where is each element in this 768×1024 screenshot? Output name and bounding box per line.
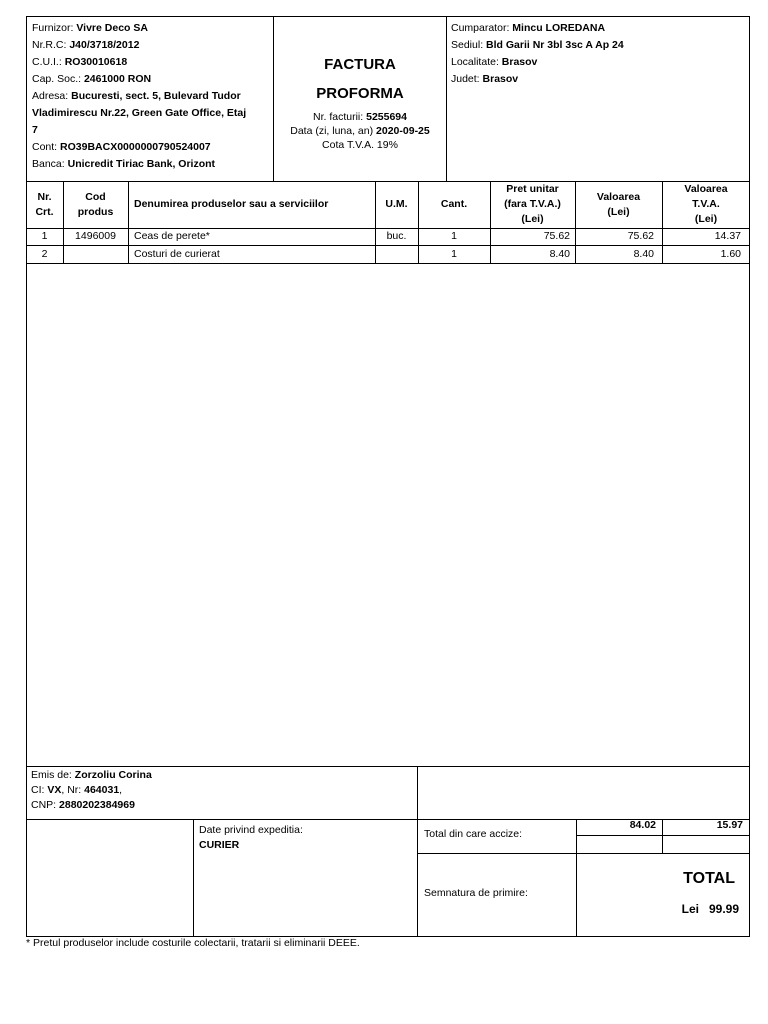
- row-cant: 1: [451, 230, 457, 242]
- row-um: [375, 246, 418, 263]
- buyer-county: Brasov: [482, 73, 519, 85]
- invoice-date: 2020-09-25: [376, 125, 430, 137]
- vat-rate: Cota T.V.A. 19%: [322, 139, 398, 151]
- invoice-title: FACTURA PROFORMA: [316, 56, 404, 102]
- row-um: buc.: [386, 230, 407, 242]
- header-tva: Valoarea T.V.A. (Lei): [684, 183, 728, 225]
- footer-divider: [576, 819, 577, 937]
- expedition-method: CURIER: [199, 839, 240, 851]
- footer-divider: [417, 853, 750, 854]
- buyer-city: Brasov: [501, 56, 538, 68]
- header-cant: Cant.: [440, 198, 468, 210]
- total-tva: 15.97: [716, 819, 743, 831]
- footer-divider: [576, 835, 750, 836]
- footer-divider: [193, 819, 194, 937]
- supplier-cui: RO30010618: [64, 56, 128, 68]
- total-valoare: 84.02: [629, 819, 656, 831]
- items-table: [26, 181, 750, 767]
- row-nr: 2: [41, 248, 48, 260]
- row-denumire: Ceas de perete*: [134, 230, 210, 242]
- grand-total-label: TOTAL: [683, 870, 735, 887]
- supplier-capital: 2461000 RON: [83, 73, 152, 85]
- expedition-info: Date privind expeditia: CURIER: [199, 824, 303, 851]
- supplier-account: RO39BACX0000000790524007: [60, 141, 211, 153]
- signature-label: Semnatura de primire:: [424, 887, 528, 899]
- row-valoare: 8.40: [633, 248, 654, 260]
- row-cod: 1496009: [75, 230, 116, 242]
- header-cod: Cod produs: [77, 190, 114, 218]
- header-pret: Pret unitar (fara T.V.A.) (Lei): [504, 183, 561, 225]
- row-divider: [26, 263, 750, 264]
- supplier-nrrc: J40/3718/2012: [69, 39, 140, 51]
- footnote: * Pretul produselor include costurile colectarii, tratarii si eliminarii DEEE.: [26, 937, 360, 949]
- supplier-name: Vivre Deco SA: [76, 22, 148, 34]
- row-denumire: Costuri de curierat: [134, 248, 220, 260]
- buyer-address: Bld Garii Nr 3bl 3sc A Ap 24: [486, 39, 624, 51]
- supplier-address: Bucuresti, sect. 5, Bulevard Tudor: [71, 90, 241, 102]
- issuer-info: Emis de: Zorzoliu Corina CI: VX, Nr: 464031, CNP: 2880202384969: [31, 769, 152, 811]
- buyer-info: Cumparator: Mincu LOREDANA Sediul: Bld Garii Nr 3bl 3sc A Ap 24 Localitate: Brasov Judet: Brasov: [451, 22, 624, 85]
- footer-divider: [417, 766, 418, 937]
- header-valoare: Valoarea (Lei): [596, 190, 641, 218]
- header-nr: Nr. Crt.: [35, 190, 54, 218]
- row-valoare: 75.62: [627, 230, 654, 242]
- supplier-info: Furnizor: Vivre Deco SA Nr.R.C: J40/3718/2012 C.U.I.: RO30010618 Cap. Soc.: 2461000 RON Adresa: Bucuresti, sect. 5, Bulevard Tudor Vladimirescu Nr.22, Green Gate Office, Etaj 7 Cont: RO39BACX0000000790524007 Banca: Unicredit Tiriac Bank, Orizont: [32, 22, 247, 170]
- header-denumire: Denumirea produselor sau a serviciilor: [134, 198, 329, 210]
- col-divider: [128, 181, 129, 264]
- issuer-ci-number: 464031: [84, 784, 120, 796]
- invoice-meta: Nr. facturii: 5255694 Data (zi, luna, an) 2020-09-25 Cota T.V.A. 19%: [274, 110, 446, 152]
- row-tva: 14.37: [714, 230, 741, 242]
- buyer-name: Mincu LOREDANA: [512, 22, 606, 34]
- supplier-bank: Unicredit Tiriac Bank, Orizont: [67, 158, 216, 170]
- issuer-name: Zorzoliu Corina: [74, 769, 152, 781]
- row-nr: 1: [41, 230, 48, 242]
- row-tva: 1.60: [720, 248, 741, 260]
- grand-total: Lei 99.99: [681, 902, 739, 916]
- invoice-number: 5255694: [366, 111, 407, 123]
- row-cant: 1: [451, 248, 457, 260]
- total-label: Total din care accize:: [424, 828, 523, 840]
- row-pret: 75.62: [543, 230, 570, 242]
- issuer-cnp: 2880202384969: [59, 799, 135, 811]
- grand-total-value: 99.99: [708, 902, 739, 916]
- row-pret: 8.40: [549, 248, 570, 260]
- header-um: U.M.: [385, 198, 408, 210]
- header-divider: [446, 16, 447, 182]
- row-cod: [63, 246, 128, 263]
